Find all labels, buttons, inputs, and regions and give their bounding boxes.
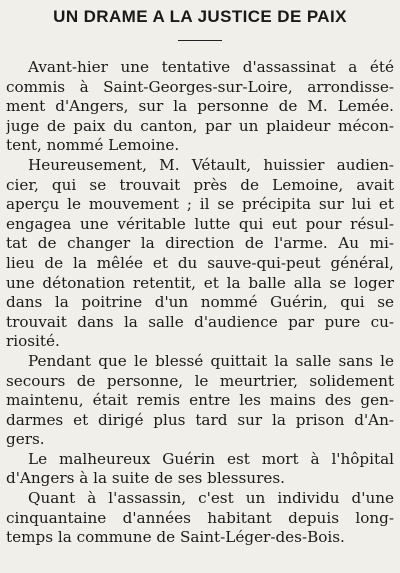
- article-line: commis à Saint-Georges-sur-Loire, arrondisse-: [6, 77, 394, 96]
- article-line: Heureusement, M. Vétault, huissier audien-: [28, 155, 394, 174]
- article-line: dans la poitrine d'un nommé Guérin, qui se: [6, 293, 394, 312]
- article-line: Avant-hier une tentative d'assassinat a été: [28, 58, 394, 76]
- article-line: cier, qui se trouvait près de Lemoine, avait: [6, 175, 394, 194]
- article-line: tent, nommé Lemoine.: [6, 136, 180, 155]
- article-line: temps la commune de Saint-Léger-des-Bois.: [6, 528, 345, 547]
- article-line: riosité.: [6, 332, 60, 351]
- article-line: ment d'Angers, sur la personne de M. Lemée.: [6, 97, 394, 116]
- article-line: aperçu le mouvement ; il se précipita sur lui et: [6, 195, 394, 214]
- article-line: Le malheureux Guérin est mort à l'hôpital: [28, 449, 394, 468]
- article-line: lieu de la mêlée et du sauve-qui-peut général,: [6, 253, 394, 272]
- article-line: secours de personne, le meurtrier, solidement: [6, 371, 394, 390]
- article-line: trouvait dans la salle d'audience par pure cu-: [6, 312, 394, 331]
- article-body: [6, 58, 394, 548]
- article-line: d'Angers à la suite de ses blessures.: [6, 469, 285, 488]
- article-line: une détonation retentit, et la balle alla se loger: [6, 273, 394, 292]
- article-line: Quant à l'assassin, c'est un individu d'une: [28, 489, 394, 508]
- article-line: darmes et dirigé plus tard sur la prison d'An-: [6, 410, 394, 429]
- article-line: engagea une véritable lutte qui eut pour résul-: [6, 214, 394, 233]
- article-line: gers.: [6, 430, 45, 449]
- article-line: maintenu, était remis entre les mains des gen-: [6, 391, 394, 410]
- article-line: cinquantaine d'années habitant depuis long-: [6, 508, 394, 527]
- article-line: juge de paix du canton, par un plaideur mécon-: [6, 116, 394, 135]
- article-line: Pendant que le blessé quittait la salle sans le: [28, 351, 394, 370]
- headline-divider: [178, 40, 222, 41]
- article-line: tat de changer la direction de l'arme. Au mi-: [6, 234, 394, 253]
- newspaper-article: [6, 6, 394, 548]
- article-headline: UN DRAME A LA JUSTICE DE PAIX: [53, 7, 347, 26]
